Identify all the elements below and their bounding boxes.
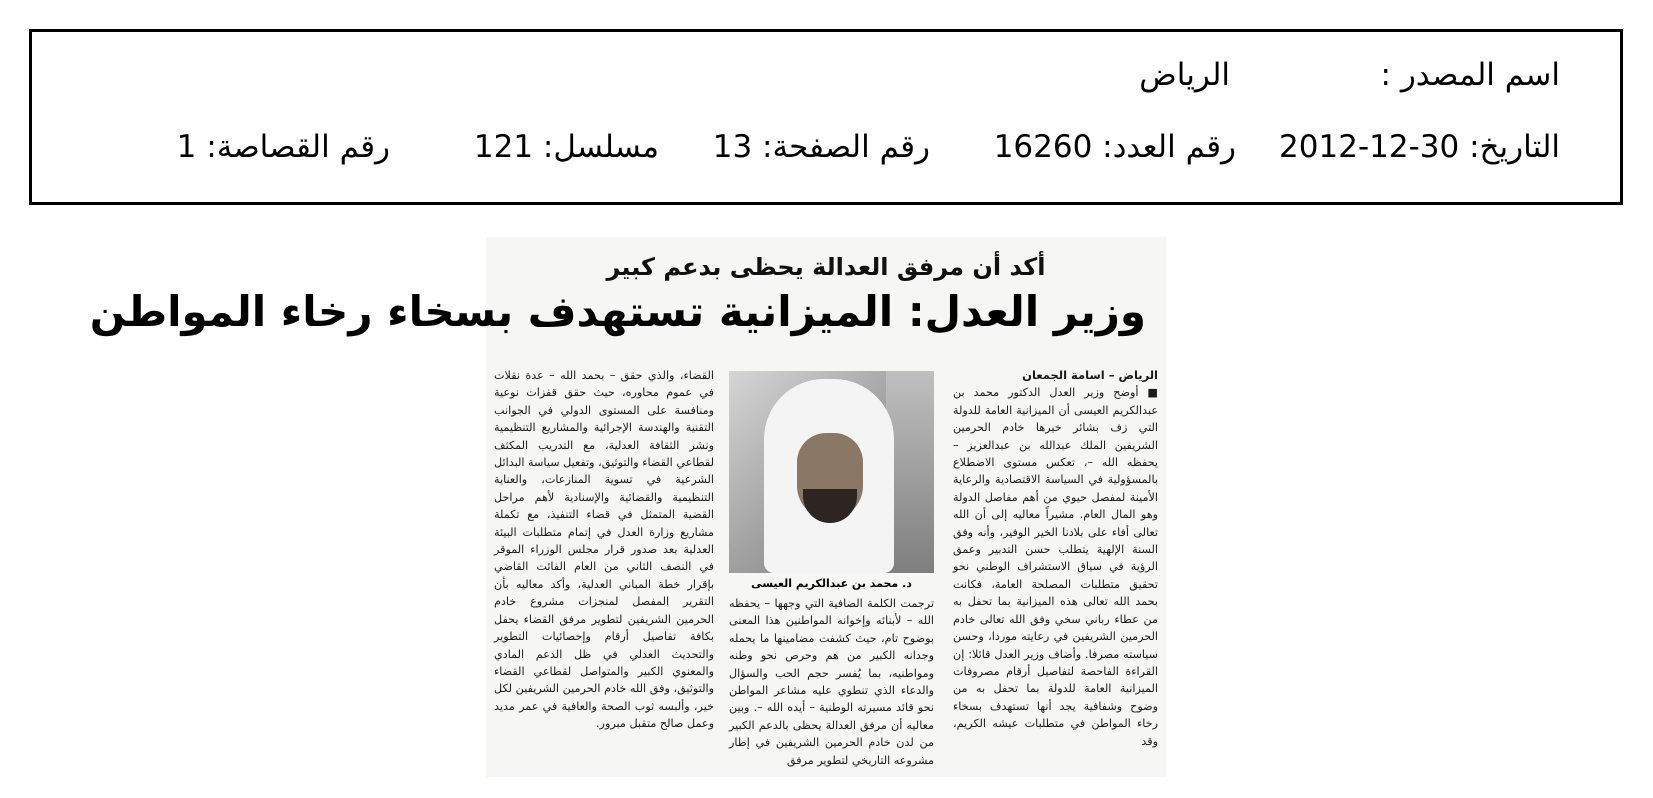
minister-photo (729, 371, 934, 573)
page-number-field: رقم الصفحة: 13 (712, 129, 930, 165)
article-kicker: أكد أن مرفق العدالة يحظى بدعم كبير (606, 253, 1046, 281)
issue-number-field: رقم العدد: 16260 (993, 129, 1236, 165)
photo-caption: د. محمد بن عبدالكريم العيسى (751, 577, 912, 590)
article-column-right-text: ■ أوضح وزير العدل الدكتور محمد بن عبدالكريم العيسى أن الميزانية العامة للدولة التي زف بشائر خيرها خادم الحرمين الشريفين الملك عبدالله بن عبدالعزيز – يحفظه الله –، تعكس مستوى الاضطلاع بالمسؤولية في السياسة الاقتصادية والرعاية الأمينة لمفصل حيوي من أهم مفاصل الدولة وهو المال العام. مشيراً معاليه إلى أن الله تعالى أفاء على بلادنا الخير الوفير، وأنه وفق السنة الإلهية يتطلب حسن التدبير وعمق الرؤية في سياق الاستشراف الوطني نحو تحقيق متطلبات المصلحة العامة، فكانت بحمد الله تعالى هذه الميزانية بما تحفل به من عطاء رباني سخي وفق الله تعالى خادم الحرمين الشريفين في رعايته موردا، وحسن سياسته مصرفا. وأضاف وزير العدل قائلا: إن القراءة الفاحصة لتفاصيل أرقام مصروفات الميزانية العامة للدولة بما تحفل به من وضوح وشفافية يجد أنها تستهدف بسخاء رخاء المواطن في متطلبات عيشه الكريم، وقد (953, 386, 1158, 748)
article-column-right (953, 367, 1158, 750)
article-column-left: القضاء، والذي حقق – بحمد الله – عدة نقلات في عموم محاوره، حيث حقق قفزات نوعية ومنافسة على المستوى الدولي في الجوانب التقنية والهندسة الإجرائية والمشاريع التنظيمية ونشر الثقافة العدلية، مع التدريب المكثف لقطاعي القضاء والتوثيق، وتفعيل سياسة البدائل الشرعية في تسوية المنازعات، والعناية التنظيمية والقضائية والإسنادية لأهم مراحل القضية المتمثل في قضاء التنفيذ، مع تكملة مشاريع وزارة العدل في إتمام متطلبات البيئة العدلية بعد صدور قرار مجلس الوزراء الموقر في النصف الثاني من العام الفائت القاضي بإقرار خطة المباني العدلية، وأكد معاليه بأن التقرير المفصل لمنجزات مشروع خادم الحرمين الشريفين لتطوير مرفق القضاء يحفل بكافة تفاصيل أرقام وإحصائيات التطوير والتحديث العدلي في ظل الدعم المادي والمعنوي الكبير والمتواصل لقطاعي القضاء والتوثيق، وفق الله خادم الحرمين الشريفين لكل خير، وألبسه ثوب الصحة والعافية في عمر مديد وعمل صالح متقبل مبرور. (494, 369, 714, 731)
newspaper-clipping (89, 237, 1166, 777)
clipping-header-box (29, 29, 1623, 205)
serial-field: مسلسل: 121 (473, 129, 659, 165)
article-headline: وزير العدل: الميزانية تستهدف بسخاء رخاء المواطن (89, 287, 1146, 336)
source-label: اسم المصدر : (1380, 57, 1560, 93)
source-value: الرياض (1139, 57, 1230, 93)
article-column-middle: ترجمت الكلمة الضافية التي وجهها – يحفظه الله – لأبنائه وإخوانه المواطنين هذا المعنى بوضوح تام، حيث كشفت مضامينها ما يحمله وجدانه الكبير من هم وحرص نحو وطنه ومواطنيه، بما يُفسر حجم الحب والسؤال والدعاء الذي تنطوي عليه مشاعر المواطن نحو قائد مسيرته الوطنية – أيده الله –. وبين معاليه أن مرفق العدالة يحظى بالدعم الكبير من لدن خادم الحرمين الشريفين في إطار مشروعه التاريخي لتطوير مرفق (729, 597, 934, 767)
clip-number-field: رقم القصاصة: 1 (176, 129, 390, 165)
date-field: التاريخ: 30-12-2012 (1279, 129, 1560, 165)
article-byline: الرياض – اسامة الجمعان (1022, 368, 1158, 382)
